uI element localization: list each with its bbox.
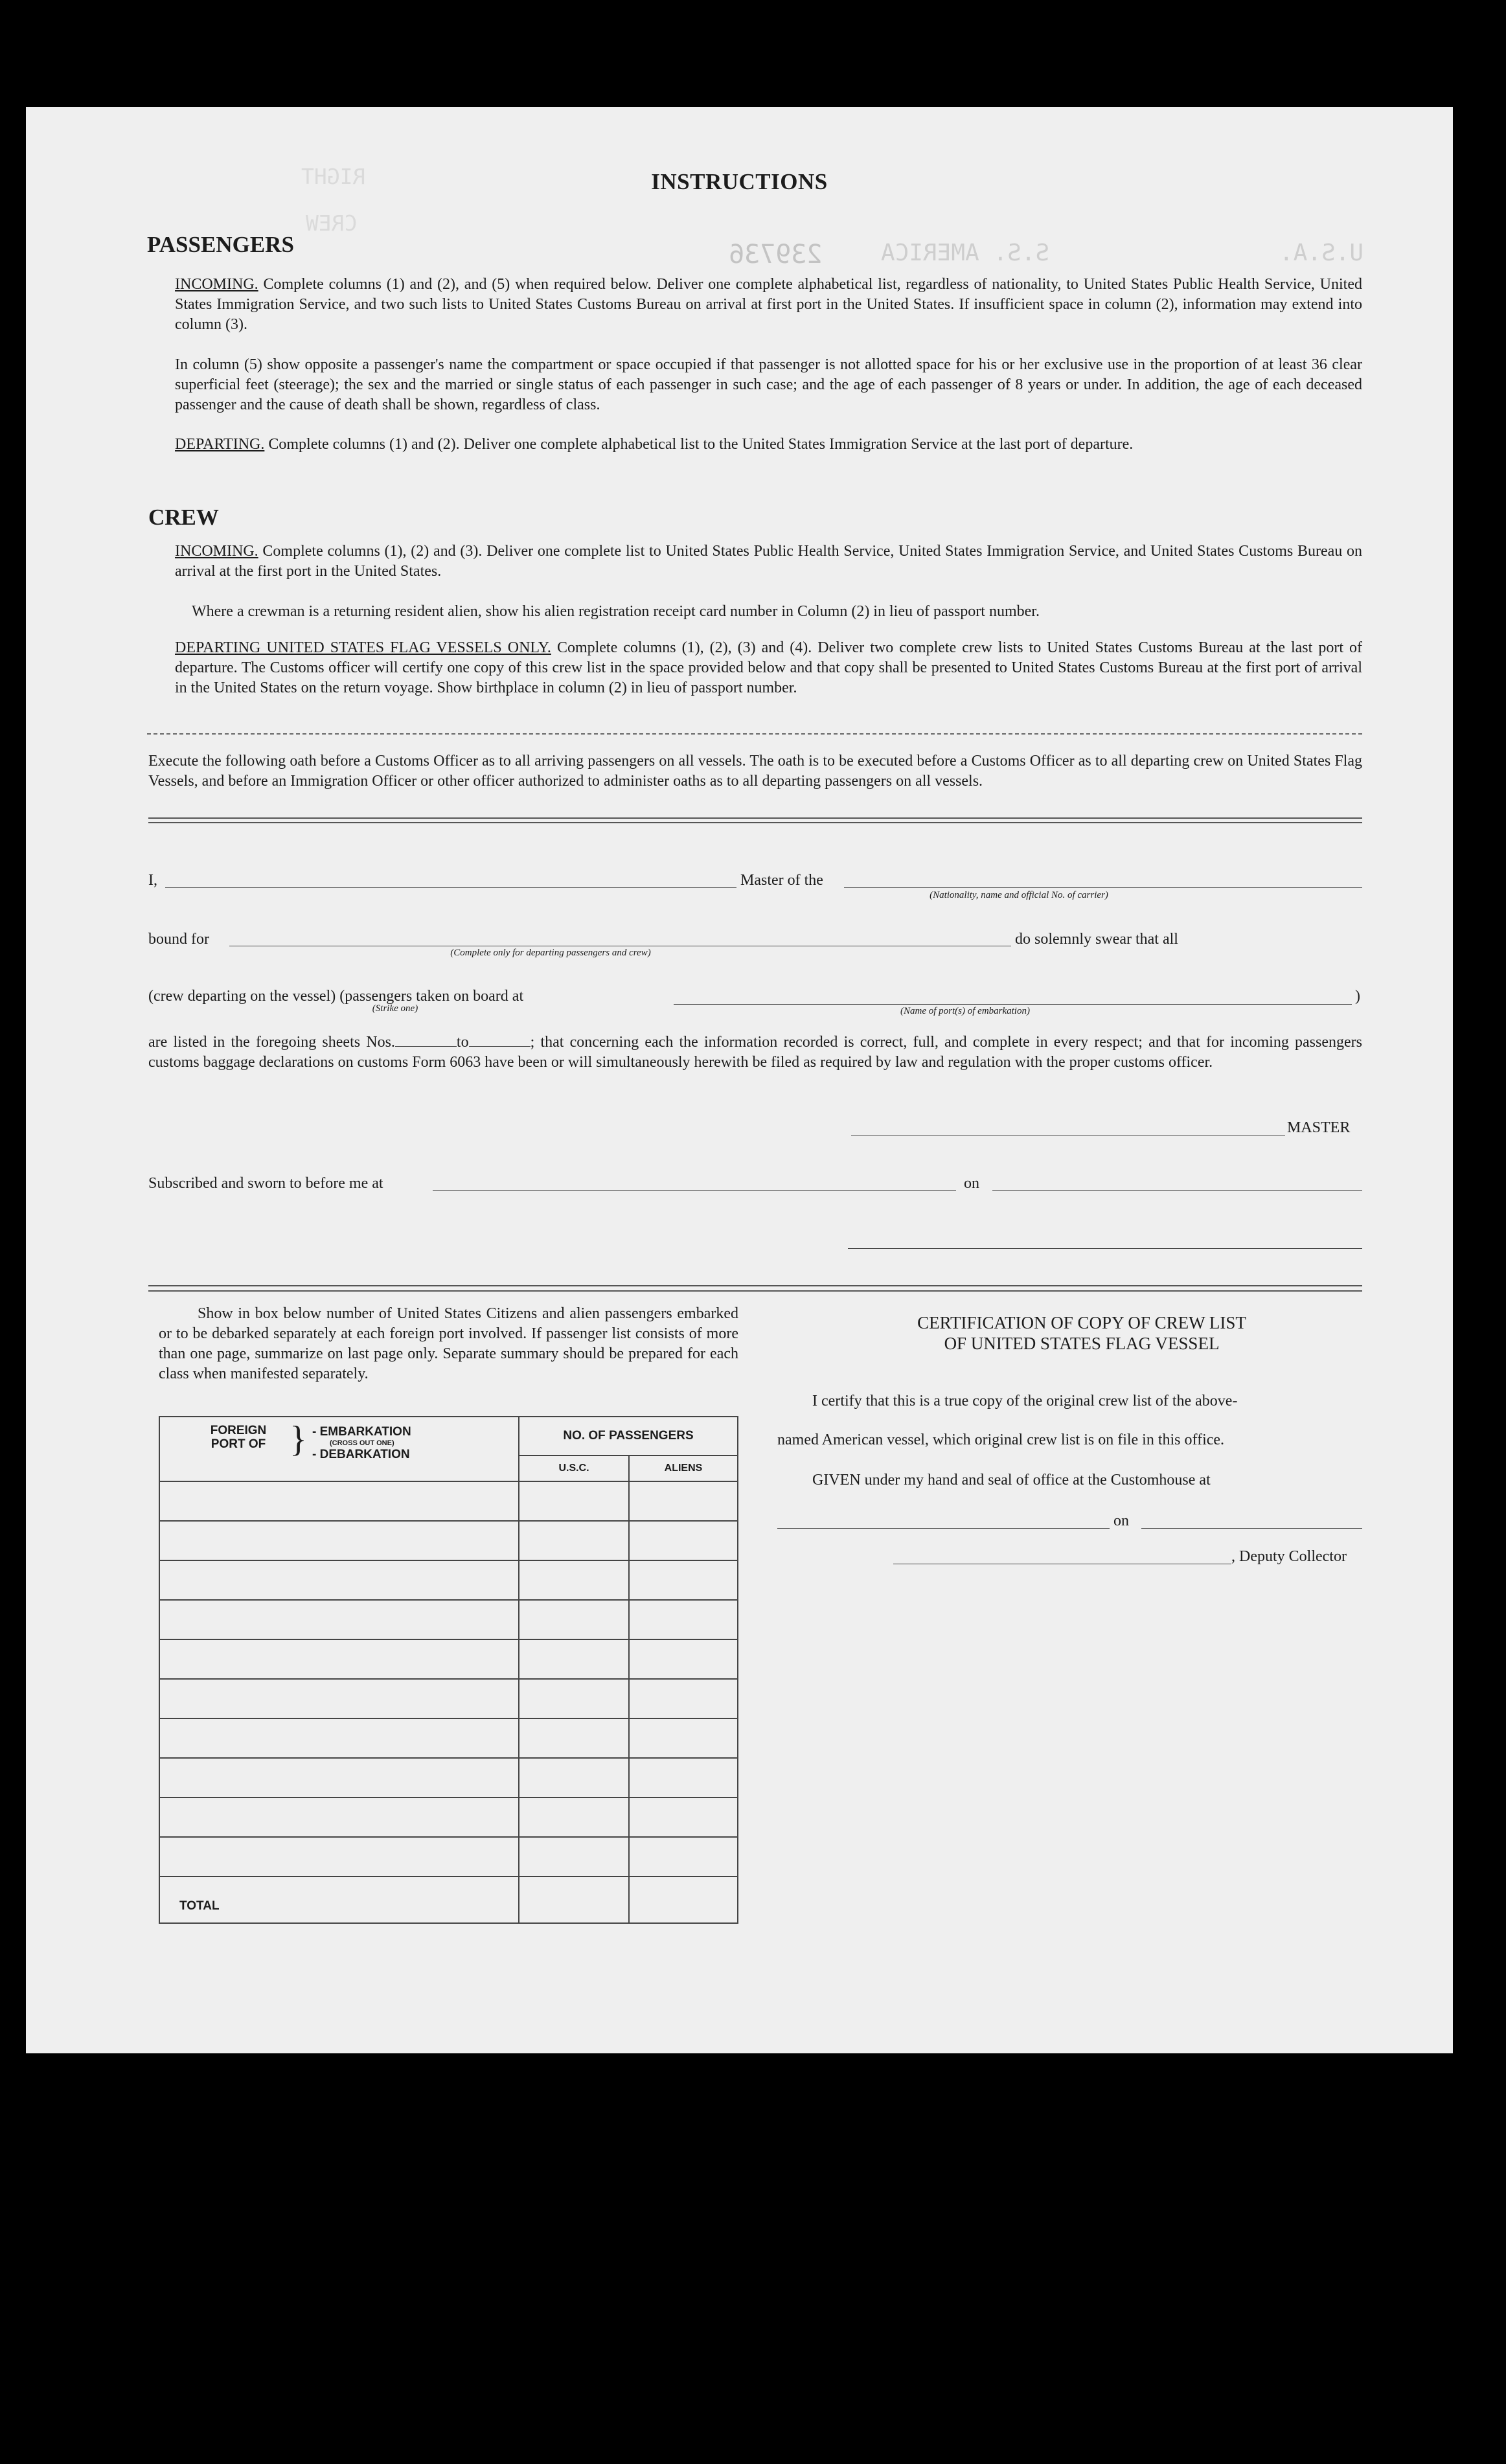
summary-port-cell[interactable] — [159, 1481, 519, 1521]
crew-incoming — [175, 542, 1362, 582]
summary-usc-header: U.S.C. — [519, 1455, 629, 1481]
oath-rule-bottom2 — [148, 1290, 1362, 1292]
bleed-text-ship: S.S. AMERICA — [881, 240, 1050, 266]
summary-port-cell[interactable] — [159, 1837, 519, 1877]
summary-aliens-header: ALIENS — [629, 1455, 738, 1481]
oath-swear: do solemnly swear that all — [1015, 931, 1178, 948]
summary-port-cell[interactable] — [159, 1679, 519, 1718]
certification-line1: I certify that this is a true copy of the original crew list of the above- — [812, 1393, 1238, 1409]
summary-usc-cell[interactable] — [519, 1718, 629, 1758]
summary-aliens-cell[interactable] — [629, 1600, 738, 1639]
oath-listed — [148, 1032, 1362, 1073]
subscribed-label: Subscribed and sworn to before me at — [148, 1175, 383, 1192]
summary-row — [159, 1600, 738, 1639]
certification-on-label: on — [1113, 1512, 1129, 1529]
summary-aliens-cell[interactable] — [629, 1837, 738, 1877]
oath-rule-top — [148, 817, 1362, 819]
summary-usc-cell[interactable] — [519, 1521, 629, 1560]
oath-carrier-line — [844, 887, 1362, 888]
summary-usc-cell[interactable] — [519, 1758, 629, 1797]
subscribed-on-label: on — [964, 1175, 979, 1192]
summary-aliens-cell[interactable] — [629, 1758, 738, 1797]
oath-master-of: Master of the — [740, 872, 823, 889]
summary-usc-cell[interactable] — [519, 1679, 629, 1718]
summary-total-usc[interactable] — [519, 1877, 629, 1923]
section-divider — [147, 733, 1362, 735]
crew-incoming-text: Complete columns (1), (2) and (3). Deliver one complete list to United States Public Health Service, United States Immigration Service, and United States Customs Bureau on arrival at the first port in the United States. — [175, 543, 1363, 580]
summary-row — [159, 1758, 738, 1797]
passengers-departing — [175, 435, 1362, 455]
oath-bound-caption: (Complete only for departing passengers and crew) — [450, 948, 651, 958]
summary-aliens-cell[interactable] — [629, 1639, 738, 1679]
summary-total-aliens[interactable] — [629, 1877, 738, 1923]
summary-usc-cell[interactable] — [519, 1600, 629, 1639]
bleed-text-right: RIGHT — [301, 164, 366, 189]
oath-rule-top2 — [148, 822, 1362, 823]
summary-no-passengers: NO. OF PASSENGERS — [519, 1417, 738, 1455]
summary-total-label: TOTAL — [179, 1899, 220, 1913]
oath-listed-text: are listed in the foregoing sheets Nos. — [148, 1034, 395, 1051]
summary-port-cell[interactable] — [159, 1639, 519, 1679]
brace-icon: } — [290, 1419, 307, 1459]
summary-usc-cell[interactable] — [519, 1797, 629, 1837]
summary-row — [159, 1481, 738, 1521]
passenger-summary-table — [159, 1416, 738, 1924]
summary-port-cell[interactable] — [159, 1560, 519, 1600]
summary-row — [159, 1639, 738, 1679]
summary-aliens-cell[interactable] — [629, 1481, 738, 1521]
oath-listed-text2: ; that concerning each the information recorded is correct, full, and complete in every respect; and that for incoming passengers customs baggage declarations on customs Form 6063 have been or will simultaneously herewith be filed as required by law and regulation with the proper customs officer. — [148, 1034, 1362, 1071]
oath-bound-for: bound for — [148, 931, 209, 948]
oath-strike-caption: (Strike one) — [372, 1003, 418, 1014]
summary-usc-cell[interactable] — [519, 1481, 629, 1521]
oath-to-label: to — [456, 1034, 469, 1051]
summary-instructions: Show in box below number of United States Citizens and alien passengers embarked or to be debarked separately at each foreign port involved. If passenger list consists of more than one page, summarize on last page only. Separate summary should be prepared for each class when manifested separately. — [159, 1305, 738, 1382]
passengers-incoming-text: Complete columns (1) and (2), and (5) when required below. Deliver one complete alphabetical list, regardless of nationality, to United States Public Health Service, United States Immigration Service, and two such lists to United States Customs Bureau on arrival at first port in the United States. If insufficient space in column (2), information may extend into column (3). — [175, 276, 1362, 333]
passengers-incoming-label: INCOMING. — [175, 276, 258, 293]
summary-usc-cell[interactable] — [519, 1560, 629, 1600]
certification-date-line — [1141, 1528, 1362, 1529]
oath-carrier-caption: (Nationality, name and official No. of carrier) — [930, 890, 1108, 900]
summary-aliens-cell[interactable] — [629, 1679, 738, 1718]
summary-row — [159, 1797, 738, 1837]
summary-port-header — [159, 1417, 519, 1481]
certification-line3: GIVEN under my hand and seal of office at the Customhouse at — [812, 1472, 1211, 1489]
certification-heading-line1: CERTIFICATION OF COPY OF CREW LIST — [917, 1313, 1246, 1332]
passengers-heading: PASSENGERS — [147, 232, 294, 257]
oath-name-line — [165, 887, 736, 888]
summary-row — [159, 1718, 738, 1758]
page-title: INSTRUCTIONS — [651, 169, 828, 194]
bleed-text-ref: 239736 — [729, 240, 823, 269]
summary-port-cell[interactable] — [159, 1600, 519, 1639]
summary-aliens-cell[interactable] — [629, 1521, 738, 1560]
certification-place-line — [777, 1528, 1110, 1529]
deputy-collector-label: , Deputy Collector — [1231, 1548, 1347, 1565]
summary-aliens-cell[interactable] — [629, 1718, 738, 1758]
summary-usc-cell[interactable] — [519, 1837, 629, 1877]
oath-ports-caption: (Name of port(s) of embarkation) — [900, 1006, 1030, 1016]
passengers-departing-label: DEPARTING. — [175, 436, 265, 453]
crew-alien: Where a crewman is a returning resident alien, show his alien registration receipt card number in Column (2) in lieu of passport number. — [192, 603, 1040, 620]
crew-heading: CREW — [148, 505, 219, 530]
passengers-incoming — [175, 275, 1362, 335]
passengers-departing-text: Complete columns (1) and (2). Deliver one complete alphabetical list to the United States Immigration Service at the last port of departure. — [268, 436, 1134, 453]
officer-signature-line — [848, 1248, 1362, 1249]
summary-row — [159, 1837, 738, 1877]
master-label: MASTER — [1287, 1119, 1351, 1136]
oath-intro: Execute the following oath before a Customs Officer as to all arriving passengers on all vessels. The oath is to be executed before a Customs Officer as to all departing crew on United States Flag Vessels, and before an Immigration Officer or other officer authorized to administer oaths as to all departing passengers on all vessels. — [148, 753, 1362, 790]
summary-row — [159, 1679, 738, 1718]
oath-ports-line — [674, 1004, 1352, 1005]
crew-departing-text: Complete columns (1), (2), (3) and (4). Deliver two complete crew lists to United States Customs Bureau at the last port of departure. The Customs officer will certify one copy of this crew list in the space provided below and that copy shall be presented to United States Customs Bureau at the first port of arrival in the United States on the return voyage. Show birthplace in column (2) in lieu of passport number. — [175, 639, 1362, 696]
summary-embarkation: - EMBARKATION — [312, 1425, 411, 1439]
oath-rule-bottom — [148, 1285, 1362, 1286]
document-page — [26, 107, 1453, 2053]
bleed-text-flag: U.S.A. — [1279, 240, 1364, 266]
certification-line2: named American vessel, which original crew list is on file in this office. — [777, 1432, 1225, 1448]
summary-port-cell[interactable] — [159, 1797, 519, 1837]
passengers-column5: In column (5) show opposite a passenger's name the compartment or space occupied if that passenger is not allotted space for his or her exclusive use in the proportion of at least 36 clear superficial feet (steerage); the sex and the married or single status of each passenger in such case; and the age of each passenger of 8 years or under. In addition, the age of each deceased passenger and the cause of death shall be shown, regardless of class. — [175, 356, 1362, 413]
bleed-text-crew: CREW — [306, 211, 358, 236]
certification-heading — [803, 1312, 1360, 1354]
crew-departing-label: DEPARTING UNITED STATES FLAG VESSELS ONLY. — [175, 639, 551, 656]
subscribed-date-line — [992, 1190, 1362, 1191]
summary-aliens-cell[interactable] — [629, 1560, 738, 1600]
crew-incoming-label: INCOMING. — [175, 543, 258, 560]
subscribed-place-line — [433, 1190, 956, 1191]
summary-row — [159, 1521, 738, 1560]
summary-debarkation: - DEBARKATION — [312, 1448, 410, 1461]
oath-crew-option: (crew departing on the vessel) (passengers taken on board at — [148, 988, 524, 1005]
summary-aliens-cell[interactable] — [629, 1797, 738, 1837]
summary-port-cell[interactable] — [159, 1521, 519, 1560]
summary-row — [159, 1560, 738, 1600]
oath-close-paren: ) — [1355, 988, 1360, 1005]
oath-i-label: I, — [148, 872, 157, 889]
summary-cross-out: (CROSS OUT ONE) — [330, 1439, 394, 1447]
summary-usc-cell[interactable] — [519, 1639, 629, 1679]
summary-port-cell[interactable] — [159, 1758, 519, 1797]
certification-heading-line2: OF UNITED STATES FLAG VESSEL — [944, 1334, 1220, 1353]
crew-departing — [175, 638, 1362, 698]
summary-port-cell[interactable] — [159, 1718, 519, 1758]
summary-foreign-port: FOREIGN PORT OF — [210, 1424, 267, 1451]
summary-total-cell — [159, 1877, 519, 1923]
